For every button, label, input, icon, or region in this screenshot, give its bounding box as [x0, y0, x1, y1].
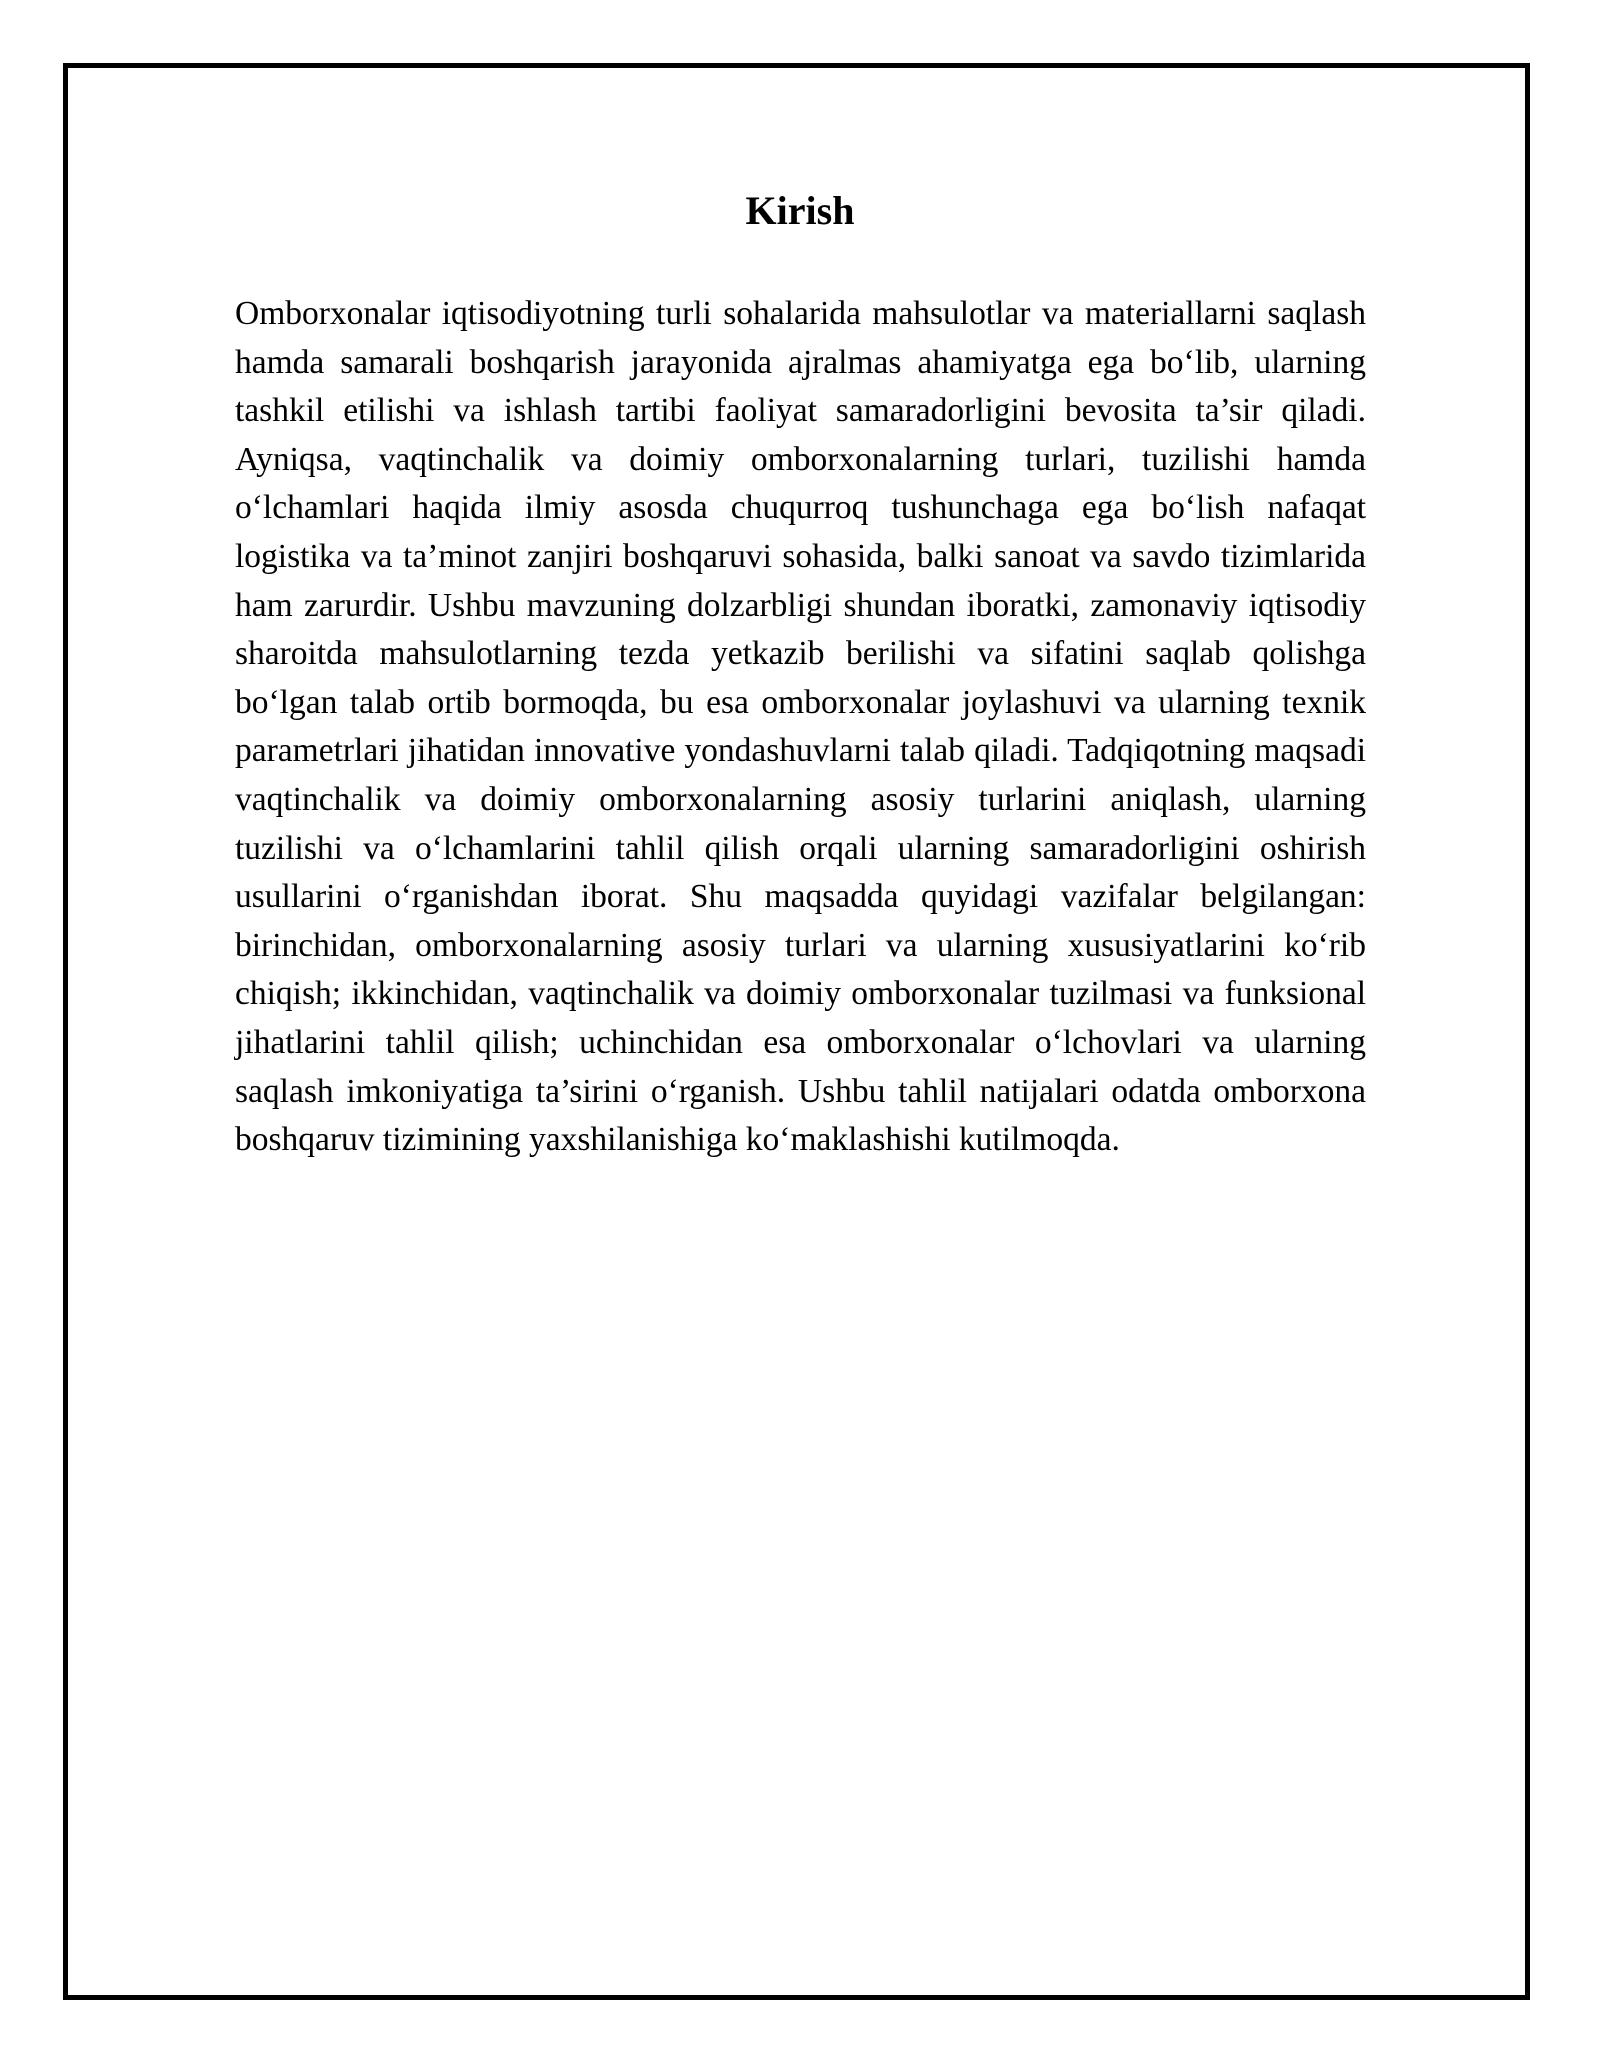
- page-title: Kirish: [745, 188, 855, 233]
- body-paragraph: Omborxonalar iqtisodiyotning turli sohalarida mahsulotlar va materiallarni saqlash hamda samarali boshqarish jarayonida ajralmas ahamiyatga ega bo‘lib, ularning tashkil etilishi va ishlash tartibi faoliyat samaradorligini bevosita ta’sir qiladi. Ayniqsa, vaqtinchalik va doimiy omborxonalarning turlari, tuzilishi hamda o‘lchamlari haqida ilmiy asosda chuqurroq tushunchaga ega bo‘lish nafaqat logistika va ta’minot zanjiri boshqaruvi sohasida, balki sanoat va savdo tizimlarida ham zarurdir. Ushbu mavzuning dolzarbligi shundan iboratki, zamonaviy iqtisodiy sharoitda mahsulotlarning tezda yetkazib berilishi va sifatini saqlab qolishga bo‘lgan talab ortib bormoqda, bu esa omborxonalar joylashuvi va ularning texnik parametrlari jihatidan innovative yondashuvlarni talab qiladi. Tadqiqotning maqsadi vaqtinchalik va doimiy omborxonalarning asosiy turlarini aniqlash, ularning tuzilishi va o‘lchamlarini tahlil qilish orqali ularning samaradorligini oshirish usullarini o‘rganishdan iborat. Shu maqsadda quyidagi vazifalar belgilangan: birinchidan, omborxonalarning asosiy turlari va ularning xususiyatlarini ko‘rib chiqish; ikkinchidan, vaqtinchalik va doimiy omborxonalar tuzilmasi va funksional jihatlarini tahlil qilish; uchinchidan esa omborxonalar o‘lchovlari va ularning saqlash imkoniyatiga ta’sirini o‘rganish. Ushbu tahlil natijalari odatda omborxona boshqaruv tizimining yaxshilanishiga ko‘maklashishi kutilmoqda.: [235, 295, 1366, 1159]
